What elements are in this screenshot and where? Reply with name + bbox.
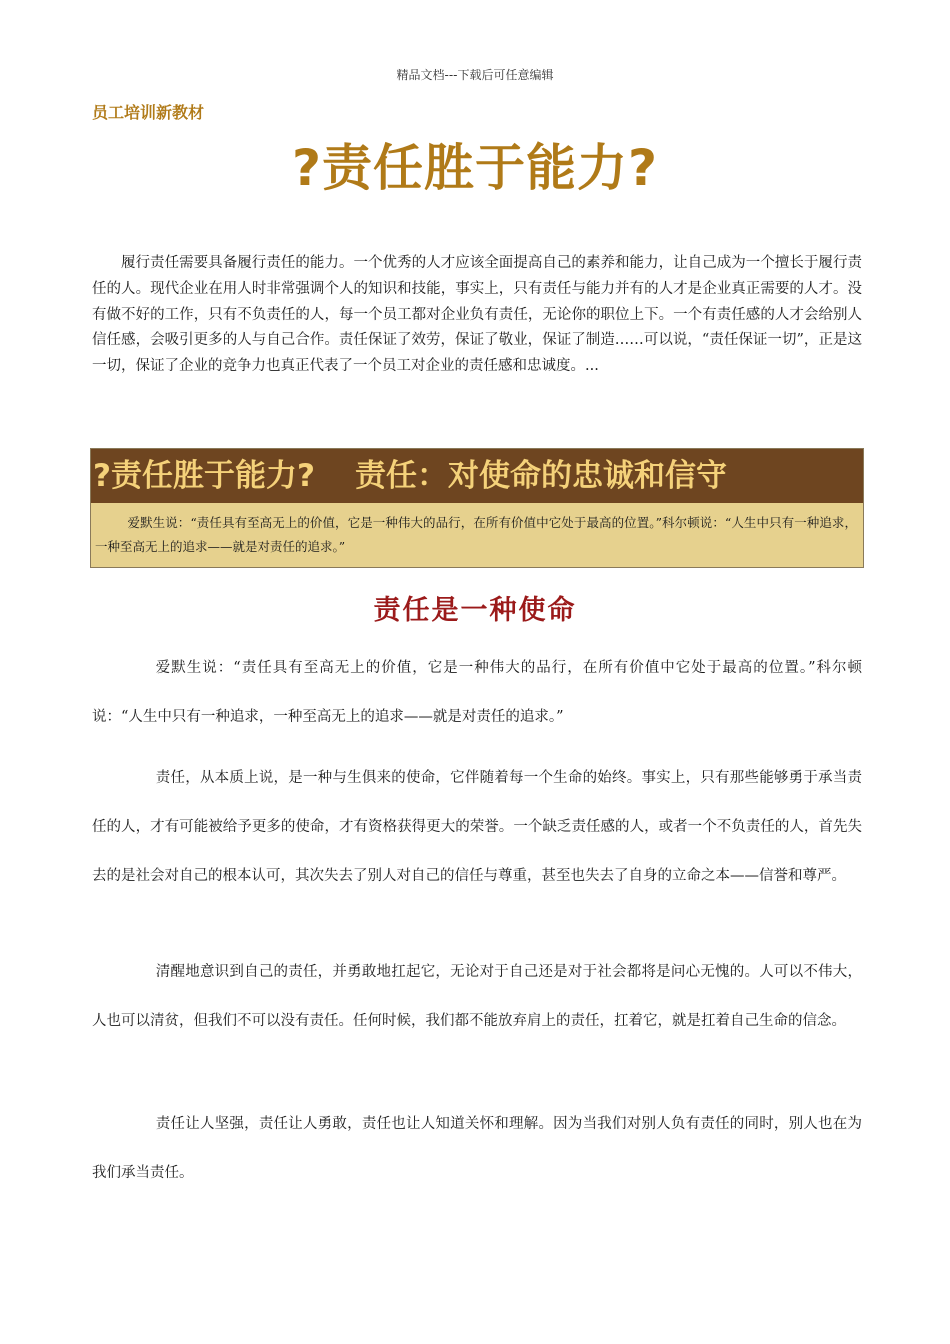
banner-heading xyxy=(91,449,863,503)
body-paragraph: 清醒地意识到自己的责任，并勇敢地扛起它，无论对于自己还是对于社会都将是问心无愧的。人可以不伟大，人也可以清贫，但我们不可以没有责任。任何时候，我们都不能放弃肩上的责任，扛着它，就是扛着自己生命的信念。 xyxy=(92,964,862,1029)
body-paragraph: 责任让人坚强，责任让人勇敢，责任也让人知道关怀和理解。因为当我们对别人负有责任的同时，别人也在为我们承当责任。 xyxy=(92,1116,862,1181)
document-kicker: 员工培训新教材 xyxy=(92,103,205,122)
page-title: ?责任胜于能力? xyxy=(291,139,658,197)
intro-paragraph: 履行责任需要具备履行责任的能力。一个优秀的人才应该全面提高自己的素养和能力，让自己成为一个擅长于履行责任的人。现代企业在用人时非常强调个人的知识和技能，事实上，只有责任与能力并有的人才是企业真正需要的人才。没有做不好的工作，只有不负责任的人，每一个员工都对企业负有责任，无论你的职位上下。一个有责任感的人才会给别人信任感，会吸引更多的人与自己合作。责任保证了效劳，保证了敬业，保证了制造……可以说，“责任保证一切”，正是这一切，保证了企业的竞争力也真正代表了一个员工对企业的责任感和忠诚度。... xyxy=(92,255,862,375)
quote-banner xyxy=(90,448,864,568)
banner-title-right: 责任：对使命的忠诚和信守 xyxy=(354,458,727,494)
section-title: 责任是一种使命 xyxy=(373,595,577,626)
banner-quote: 爱默生说：“责任具有至高无上的价值，它是一种伟大的品行，在所有价值中它处于最高的位置。”科尔顿说：“人生中只有一种追求，一种至高无上的追求——就是对责任的追求。” xyxy=(91,503,863,567)
body-paragraph: 爱默生说：“责任具有至高无上的价值，它是一种伟大的品行，在所有价值中它处于最高的位置。”科尔顿说：“人生中只有一种追求，一种至高无上的追求——就是对责任的追求。” xyxy=(92,660,862,725)
body-paragraph: 责任，从本质上说，是一种与生俱来的使命，它伴随着每一个生命的始终。事实上，只有那些能够勇于承当责任的人，才有可能被给予更多的使命，才有资格获得更大的荣誉。一个缺乏责任感的人，或者一个不负责任的人，首先失去的是社会对自己的根本认可，其次失去了别人对自己的信任与尊重，甚至也失去了自身的立命之本——信誉和尊严。 xyxy=(92,770,862,884)
header-note: 精品文档---下载后可任意编辑 xyxy=(396,68,554,82)
banner-title-left: ?责任胜于能力? xyxy=(93,458,315,494)
